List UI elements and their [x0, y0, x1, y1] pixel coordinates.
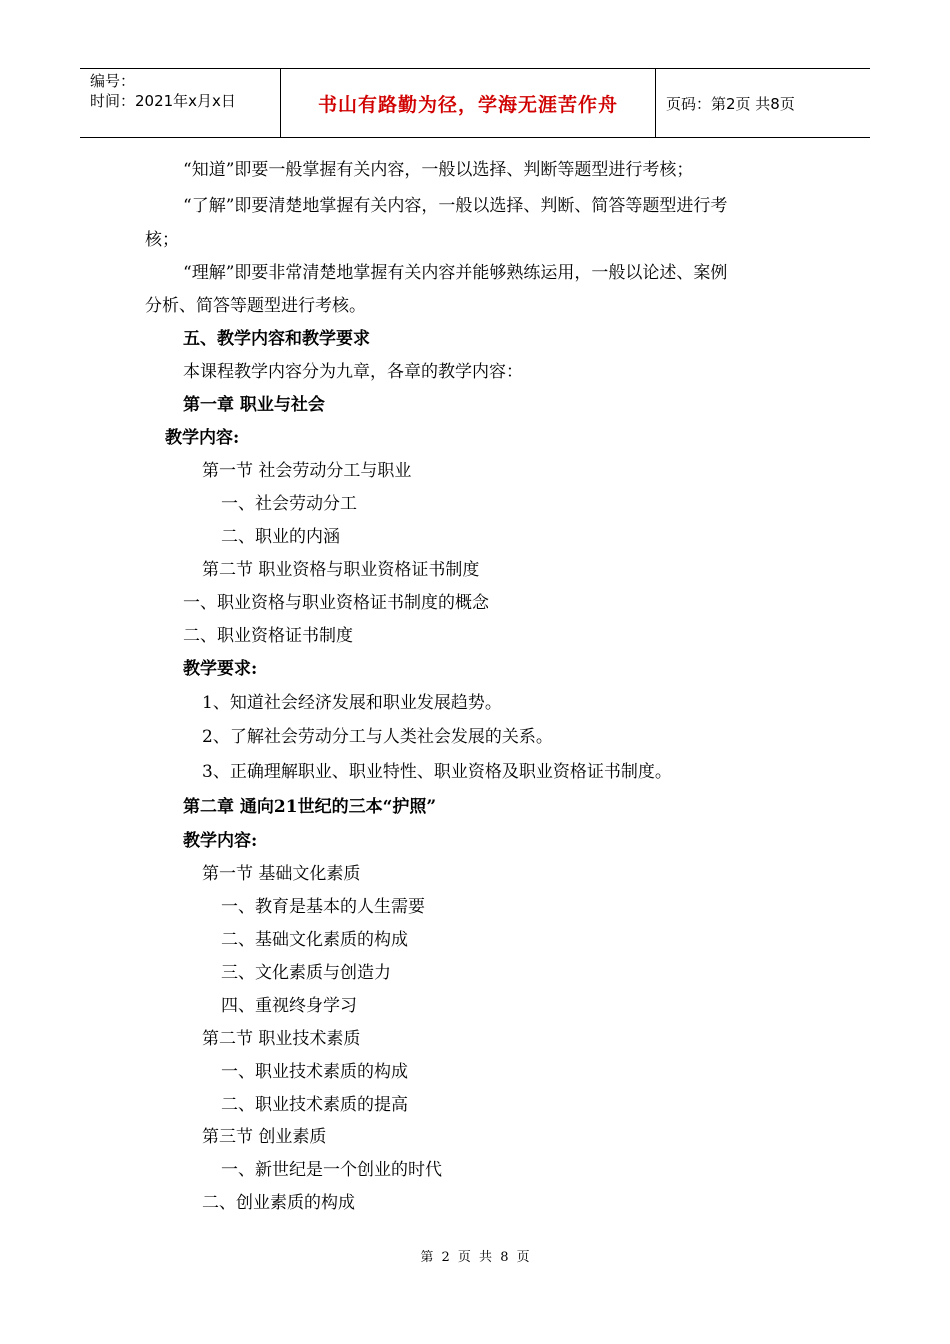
page-footer: 第 2 页 共 8 页 — [420, 1250, 530, 1265]
subheading: 教学内容: — [183, 831, 258, 851]
page-header — [80, 68, 870, 138]
header-page-info: 页码：第2页 共8页 — [666, 94, 795, 113]
text-line: 第三节 创业素质 — [202, 1127, 327, 1147]
text-line: “了解”即要清楚地掌握有关内容，一般以选择、判断、简答等题型进行考 — [183, 196, 728, 216]
text-line: 二、创业素质的构成 — [202, 1193, 355, 1213]
text-line: 一、职业技术素质的构成 — [221, 1062, 408, 1082]
text-line: 第二节 职业资格与职业资格证书制度 — [202, 560, 480, 580]
text-line: 二、基础文化素质的构成 — [221, 930, 408, 950]
text-line: 2、了解社会劳动分工与人类社会发展的关系。 — [202, 727, 553, 747]
text-line: “理解”即要非常清楚地掌握有关内容并能够熟练运用，一般以论述、案例 — [183, 263, 728, 283]
text-line: 第二节 职业技术素质 — [202, 1029, 361, 1049]
text-line: 1、知道社会经济发展和职业发展趋势。 — [202, 693, 502, 713]
text-line: 一、社会劳动分工 — [221, 494, 357, 514]
subheading: 教学内容: — [165, 428, 240, 448]
text-line: 本课程教学内容分为九章，各章的教学内容： — [183, 362, 523, 382]
text-line: “知道”即要一般掌握有关内容，一般以选择、判断等题型进行考核； — [183, 160, 694, 180]
text-line: 第一节 社会劳动分工与职业 — [202, 461, 412, 481]
chapter-heading: 第一章 职业与社会 — [183, 395, 325, 415]
text-line: 一、新世纪是一个创业的时代 — [221, 1160, 442, 1180]
text-line: 四、重视终身学习 — [221, 996, 357, 1016]
text-line: 二、职业的内涵 — [221, 527, 340, 547]
document-number-label: 编号： — [90, 72, 136, 90]
text-line: 二、职业资格证书制度 — [183, 626, 353, 646]
chapter-heading: 第二章 通向21世纪的三本“护照” — [183, 797, 437, 817]
text-line: 核； — [145, 230, 179, 250]
text-line: 分析、简答等题型进行考核。 — [145, 296, 366, 316]
text-line: 三、文化素质与创造力 — [221, 963, 391, 983]
subheading: 教学要求: — [183, 659, 258, 679]
text-line: 第一节 基础文化素质 — [202, 864, 361, 884]
header-meta — [80, 69, 280, 137]
text-line: 二、职业技术素质的提高 — [221, 1095, 408, 1115]
text-line: 一、职业资格与职业资格证书制度的概念 — [183, 593, 489, 613]
document-date: 时间：2021年x月x日 — [90, 92, 236, 110]
text-line: 3、正确理解职业、职业特性、职业资格及职业资格证书制度。 — [202, 762, 672, 782]
section-heading: 五、教学内容和教学要求 — [183, 329, 370, 349]
text-line: 一、教育是基本的人生需要 — [221, 897, 425, 917]
header-motto: 书山有路勤为径，学海无涯苦作舟 — [280, 69, 656, 137]
